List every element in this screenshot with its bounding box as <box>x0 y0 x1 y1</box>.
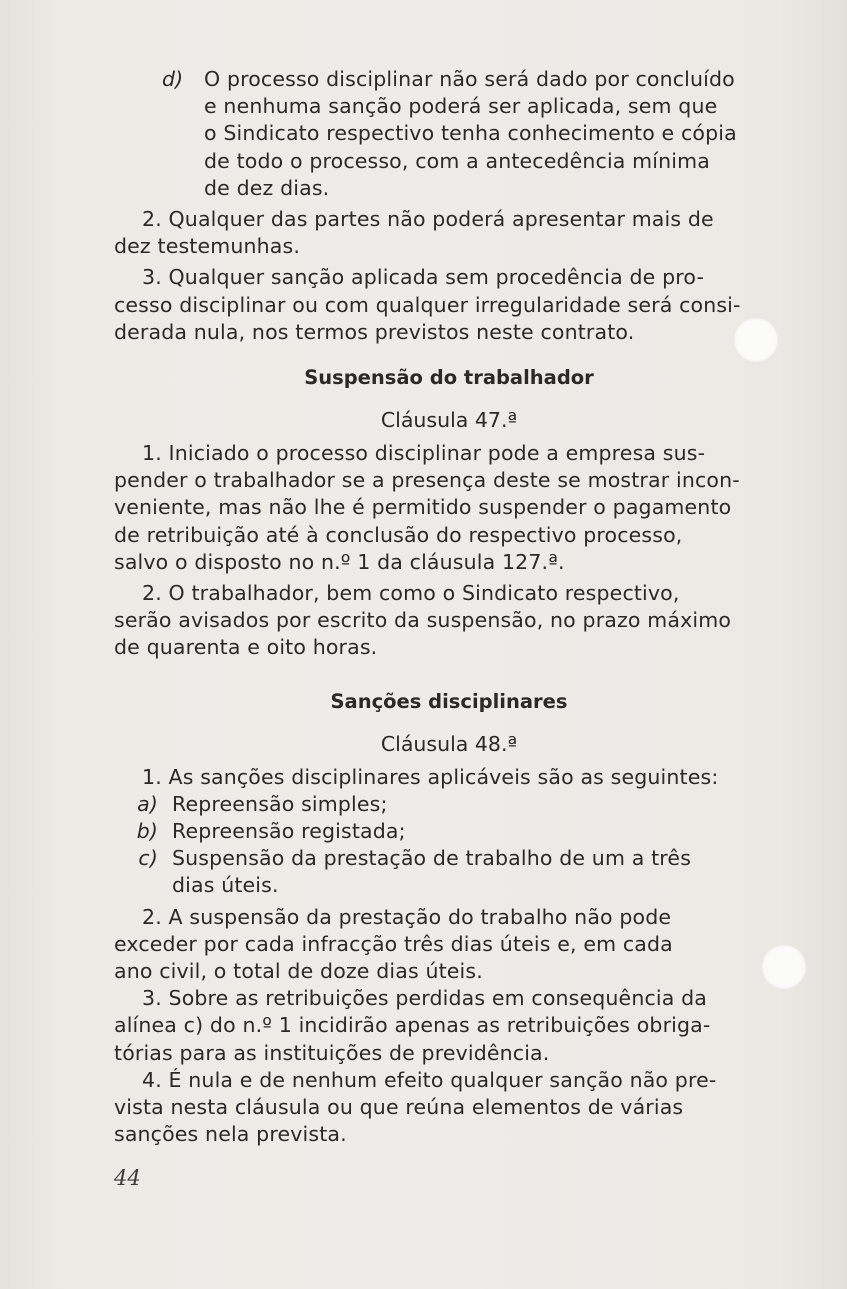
c48-p3-line-3: tórias para as instituições de previdência. <box>114 1040 550 1065</box>
sanctions-list <box>114 791 784 900</box>
clause-47-title: Cláusula 47.ª <box>380 408 518 433</box>
paragraph-3 <box>114 264 784 346</box>
c48-p2-line-1: 2. A suspensão da prestação do trabalho não pode <box>142 904 672 929</box>
para-d-line-4: de todo o processo, com a antecedência mínima <box>204 148 710 173</box>
list-item-a <box>114 791 784 818</box>
paragraph-d <box>114 66 784 202</box>
c47-p1-line-3: veniente, mas não lhe é permitido suspender o pagamento <box>114 495 732 520</box>
section-title-sanctions: Sanções disciplinares <box>330 689 568 713</box>
item-c-text-line-1: Suspensão da prestação de trabalho de um a três <box>172 846 692 871</box>
item-c-text-line-2: dias úteis. <box>172 873 279 898</box>
para-d-line-2: e nenhuma sanção poderá ser aplicada, sem que <box>204 94 718 119</box>
item-letter-spacer <box>114 872 172 899</box>
item-a-text: Repreensão simples; <box>172 791 388 816</box>
item-letter-c: c) <box>138 846 158 871</box>
c47-p2-line-1: 2. O trabalhador, bem como o Sindicato respectivo, <box>142 581 680 606</box>
para-2-line-1: 2. Qualquer das partes não poderá apresentar mais de <box>142 207 714 232</box>
para-d-line-5: de dez dias. <box>204 175 330 200</box>
c47-p1-line-5: salvo o disposto no n.º 1 da cláusula 127.ª. <box>114 549 565 574</box>
para-d-line-1: O processo disciplinar não será dado por concluído <box>204 67 735 91</box>
clause-48-paragraph-4 <box>114 1067 784 1149</box>
list-item-c <box>114 845 784 872</box>
item-letter-d: d) <box>162 67 184 91</box>
c47-p1-line-4: de retribuição até à conclusão do respectivo processo, <box>114 522 683 547</box>
c48-p2-line-2: exceder por cada infracção três dias úteis e, em cada <box>114 931 673 956</box>
item-letter-b: b) <box>136 819 158 844</box>
para-3-line-3: derada nula, nos termos previstos neste contrato. <box>114 319 635 344</box>
para-3-line-2: cesso disciplinar ou com qualquer irregularidade será consi- <box>114 292 741 317</box>
c47-p2-line-2: serão avisados por escrito da suspensão, no prazo máximo <box>114 608 732 633</box>
para-3-line-1: 3. Qualquer sanção aplicada sem procedência de pro- <box>142 265 705 290</box>
c48-p4-line-1: 4. É nula e de nenhum efeito qualquer sanção não pre- <box>142 1067 717 1092</box>
c48-p3-line-1: 3. Sobre as retribuições perdidas em consequência da <box>142 986 707 1011</box>
clause-48-paragraph-2 <box>114 904 784 986</box>
list-item-b <box>114 818 784 845</box>
c48-p4-line-2: vista nesta cláusula ou que reúna elementos de várias <box>114 1095 684 1120</box>
clause-47-paragraph-1 <box>114 440 784 576</box>
c48-p1-line-1: 1. As sanções disciplinares aplicáveis são as seguintes: <box>142 764 719 789</box>
list-item-c-continued <box>114 872 784 899</box>
clause-48-paragraph-3 <box>114 985 784 1067</box>
para-d-line-3: o Sindicato respectivo tenha conhecimento e cópia <box>204 121 737 146</box>
item-letter-a: a) <box>137 791 158 816</box>
c48-p3-line-2: alínea c) do n.º 1 incidirão apenas as retribuições obriga- <box>114 1013 711 1038</box>
clause-47-paragraph-2 <box>114 580 784 662</box>
paragraph-2 <box>114 206 784 260</box>
page-number: 44 <box>114 1166 141 1190</box>
c48-p2-line-3: ano civil, o total de doze dias úteis. <box>114 959 483 984</box>
section-title-suspension: Suspensão do trabalhador <box>304 366 594 390</box>
document-body <box>114 66 784 1149</box>
clause-48-title: Cláusula 48.ª <box>380 731 518 756</box>
c48-p4-line-3: sanções nela prevista. <box>114 1122 347 1147</box>
item-b-text: Repreensão registada; <box>172 819 406 844</box>
clause-48-paragraph-1 <box>114 764 784 791</box>
c47-p1-line-1: 1. Iniciado o processo disciplinar pode a empresa sus- <box>142 441 706 466</box>
c47-p2-line-3: de quarenta e oito horas. <box>114 635 378 660</box>
c47-p1-line-2: pender o trabalhador se a presença deste se mostrar incon- <box>114 468 740 493</box>
para-2-line-2: dez testemunhas. <box>114 234 300 259</box>
